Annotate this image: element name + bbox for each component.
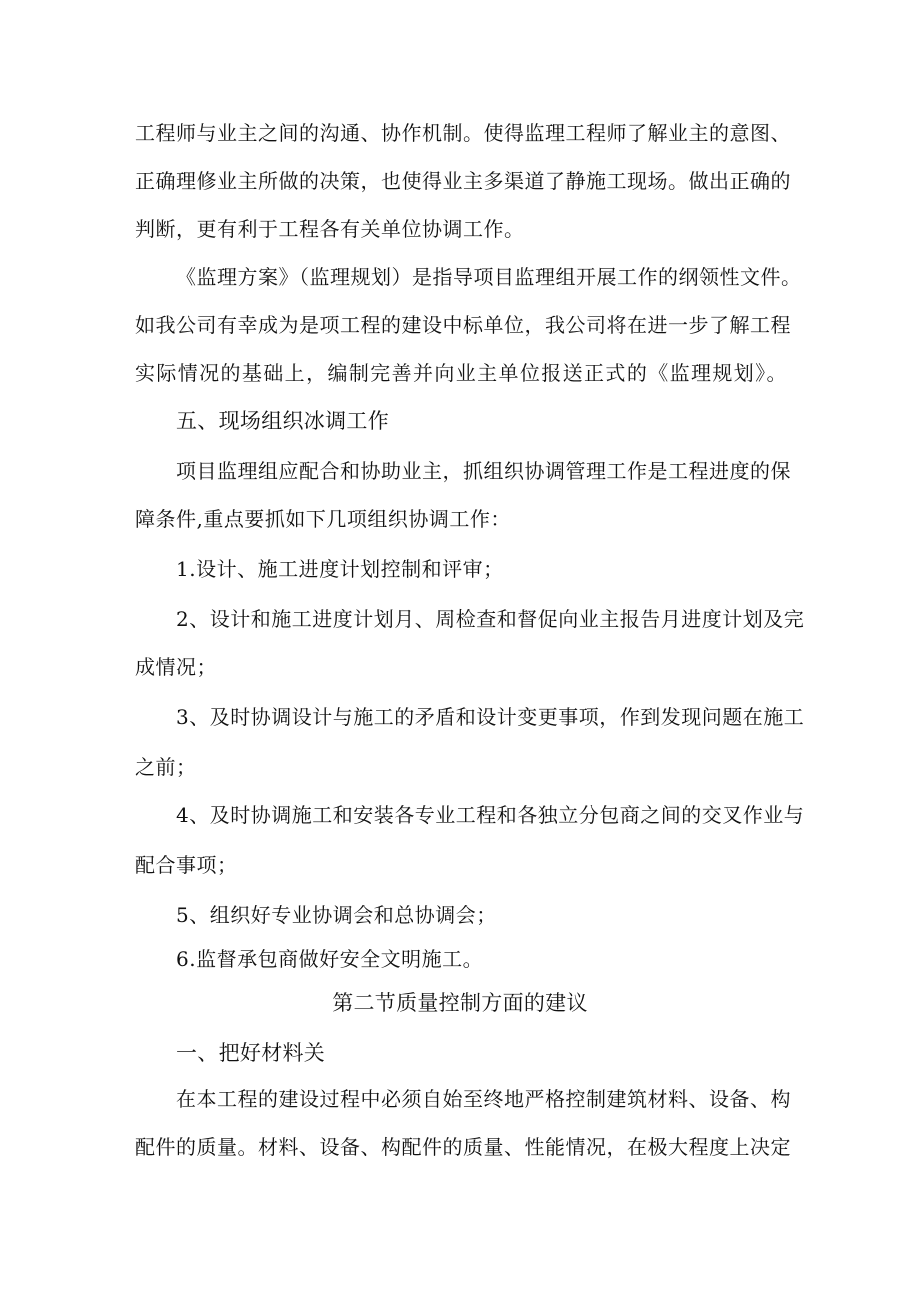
section-heading: 五、现场组织冰调工作 <box>176 409 389 433</box>
list-item-line: 5、组织好专业协调会和总协调会； <box>176 903 497 927</box>
text-line: 工程师与业主之间的沟通、协作机制。使得监理工程师了解业主的意图、 <box>135 121 791 145</box>
list-item-line: 成情况； <box>135 655 217 679</box>
text-line: 如我公司有幸成为是项工程的建设中标单位，我公司将在进一步了解工程 <box>135 313 791 337</box>
text-line: 实际情况的基础上，编制完善并向业主单位报送正式的《监理规划》。 <box>135 361 787 385</box>
text-line: 正确理修业主所做的决策，也使得业主多渠道了静施工现场。做出正确的 <box>135 169 791 193</box>
text-line: 项目监理组应配合和协助业主，抓组织协调管理工作是工程进度的保 <box>176 459 791 483</box>
text-line: 配件的质量。材料、设备、构配件的质量、性能情况，在极大程度上决定 <box>135 1135 791 1159</box>
text-line: 在本工程的建设过程中必须自始至终地严格控制建筑材料、设备、构 <box>176 1087 791 1111</box>
list-item-line: 4、及时协调施工和安装各专业工程和各独立分包商之间的交叉作业与 <box>176 803 805 827</box>
list-item-line: 3、及时协调设计与施工的矛盾和设计变更事项，作到发现问题在施工 <box>176 705 805 729</box>
section-title: 第二节质量控制方面的建议 <box>332 991 588 1015</box>
list-item-line: 之前； <box>135 755 197 779</box>
list-item-line: 1.设计、施工进度计划控制和评审； <box>176 557 504 581</box>
text-line: 判断，更有利于工程各有关单位协调工作。 <box>135 217 525 241</box>
subsection-heading: 一、把好材料关 <box>176 1041 326 1065</box>
list-item-line: 6.监督承包商做好安全文明施工。 <box>176 947 484 971</box>
text-line: 《监理方案》（监理规划）是指导项目监理组开展工作的纲领性文件。 <box>176 265 802 289</box>
text-line: 障条件,重点要抓如下几项组织协调工作： <box>135 507 511 531</box>
list-item-line: 2、设计和施工进度计划月、周检查和督促向业主报告月进度计划及完 <box>176 607 805 631</box>
list-item-line: 配合事项； <box>135 853 238 877</box>
